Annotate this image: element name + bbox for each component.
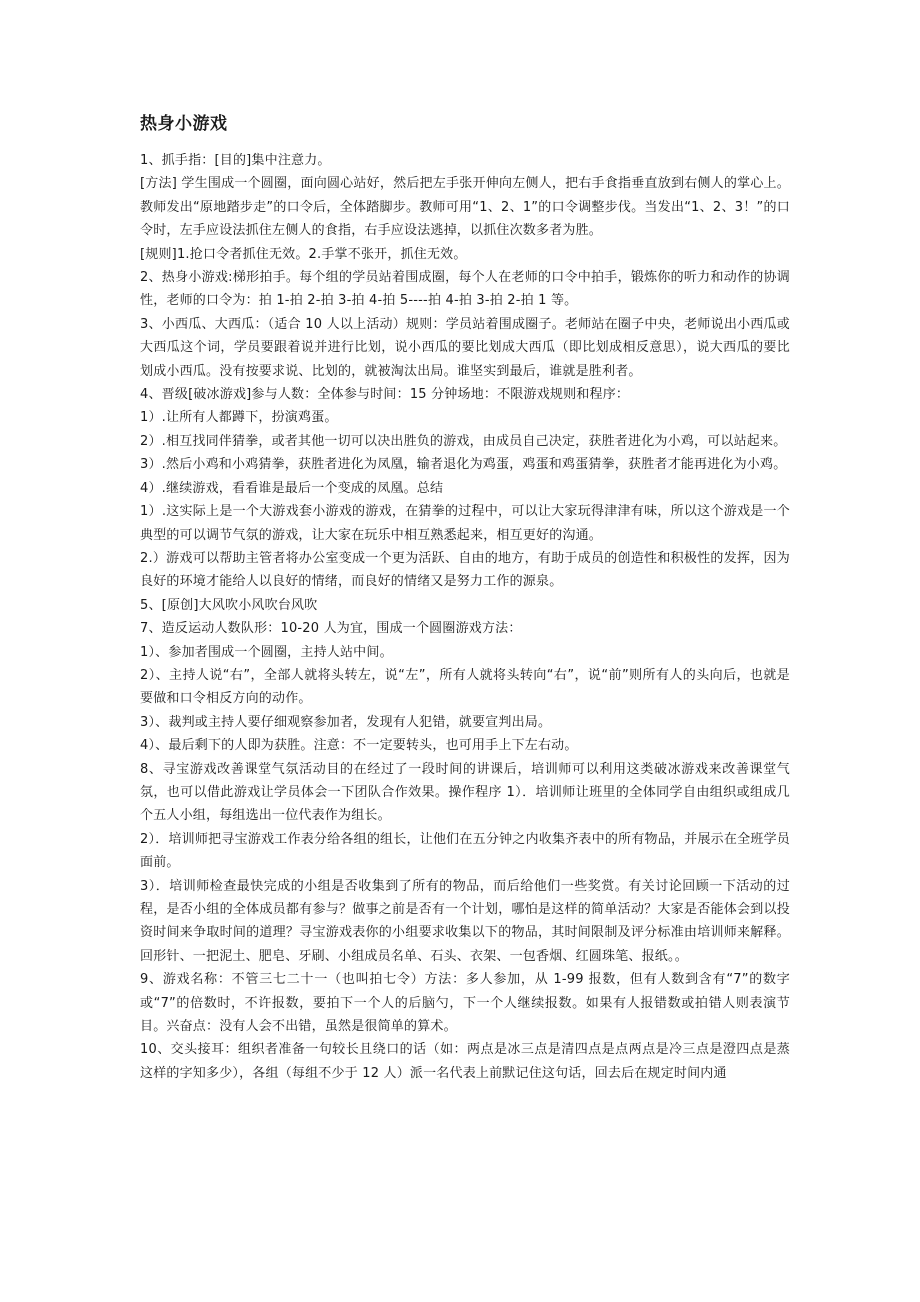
document-body [140, 112, 790, 1085]
paragraph-8: 2）.相互找同伴猜拳，或者其他一切可以决出胜负的游戏，由成员自己决定，获胜者进化为小鸡，可以站起来。 [140, 433, 787, 449]
paragraph-1: 1、抓手指：[目的]集中注意力。 [140, 153, 331, 168]
paragraph-18: 4）、最后剩下的人即为获胜。注意：不一定要转头，也可用手上下左右动。 [140, 738, 578, 754]
paragraph-23: 10、交头接耳：组织者准备一句较长且绕口的话（如：两点是冰三点是清四点是点两点是冷三点是澄四点是蒸这样的字知多少），各组（每组不少于 12 人）派一名代表上前默记住这句话，回去后在规定时间内通 [140, 1042, 790, 1081]
paragraph-15: 1）、参加者围成一个圆圈，主持人站中间。 [140, 644, 393, 660]
paragraph-13: 5、[原创]大风吹小风吹台风吹 [140, 597, 318, 613]
paragraph-17: 3）、裁判或主持人要仔细观察参加者，发现有人犯错，就要宣判出局。 [140, 714, 552, 730]
paragraph-3: [规则]1.抢口令者抓住无效。2.手掌不张开，抓住无效。 [140, 246, 467, 262]
paragraph-7: 1）.让所有人都蹲下，扮演鸡蛋。 [140, 410, 338, 426]
paragraph-16: 2）、主持人说“右”，全部人就将头转左，说“左”，所有人就将头转向“右”，说“前”则所有人的头向后，也就是要做和口令相反方向的动作。 [140, 667, 790, 707]
paragraph-20: 2）．培训师把寻宝游戏工作表分给各组的组长，让他们在五分钟之内收集齐表中的所有物品，并展示在全班学员面前。 [140, 831, 790, 871]
paragraph-11: 1）.这实际上是一个大游戏套小游戏的游戏，在猜拳的过程中，可以让大家玩得津津有味，所以这个游戏是一个典型的可以调节气氛的游戏，让大家在玩乐中相互熟悉起来，相互更好的沟通。 [140, 504, 790, 543]
document-title: 热身小游戏 [140, 114, 228, 134]
paragraph-14: 7、造反运动人数队形：10-20 人为宜，围成一个圆圈游戏方法： [140, 621, 522, 637]
paragraph-5: 3、小西瓜、大西瓜：（适合 10 人以上活动）规则：学员站着围成圈子。老师站在圈子中央，老师说出小西瓜或大西瓜这个词，学员要跟着说并进行比划，说小西瓜的要比划成大西瓜（即比划成相反意思），说大西瓜的要比划成小西瓜。没有按要求说、比划的，就被淘汰出局。谁坚实到最后，谁就是胜利者。 [140, 316, 790, 379]
paragraph-2: [方法] 学生围成一个圆圈，面向圆心站好，然后把左手张开伸向左侧人，把右手食指垂直放到右侧人的掌心上。教师发出“原地踏步走”的口令后，全体踏脚步。教师可用“1、2、1”的口令调整步伐。当发出“1、2、3！”的口令时，左手应设法抓住左侧人的食指，右手应设法逃掉，以抓住次数多者为胜。 [140, 176, 790, 239]
paragraph-6: 4、晋级[破冰游戏]参与人数：全体参与时间：15 分钟场地：不限游戏规则和程序： [140, 387, 630, 403]
paragraph-19: 8、寻宝游戏改善课堂气氛活动目的在经过了一段时间的讲课后，培训师可以利用这类破冰游戏来改善课堂气氛，也可以借此游戏让学员体会一下团队合作效果。操作程序 1）．培训师让班里的全体同学自由组织或组成几个五人小组，每组选出一位代表作为组长。 [140, 761, 790, 824]
paragraph-4: 2、热身小游戏:梯形拍手。每个组的学员站着围成圈，每个人在老师的口令中拍手，锻炼你的听力和动作的协调性，老师的口令为：拍 1-拍 2-拍 3-拍 4-拍 5----拍 4-拍 3-拍 2-拍 1 等。 [140, 270, 790, 309]
paragraph-10: 4）.继续游戏，看看谁是最后一个变成的凤凰。总结 [140, 480, 444, 496]
paragraph-12: 2.）游戏可以帮助主管者将办公室变成一个更为活跃、自由的地方，有助于成员的创造性和积极性的发挥，因为良好的环境才能给人以良好的情绪，而良好的情绪又是努力工作的源泉。 [140, 550, 790, 590]
paragraph-9: 3）.然后小鸡和小鸡猜拳，获胜者进化为凤凰，输者退化为鸡蛋，鸡蛋和鸡蛋猜拳，获胜者才能再进化为小鸡。 [140, 457, 787, 473]
paragraph-22: 9、游戏名称：不管三七二十一（也叫拍七令）方法：多人参加，从 1-99 报数，但有人数到含有“7”的数字或“7”的倍数时，不许报数，要拍下一个人的后脑勺，下一个人继续报数。如果有人报错数或拍错人则表演节目。兴奋点：没有人会不出错，虽然是很简单的算术。 [140, 972, 790, 1035]
paragraph-21: 3）．培训师检查最快完成的小组是否收集到了所有的物品，而后给他们一些奖赏。有关讨论回顾一下活动的过程，是否小组的全体成员都有参与？做事之前是否有一个计划，哪怕是这样的简单活动？大家是否能体会到以投资时间来争取时间的道理？寻宝游戏表你的小组要求收集以下的物品，其时间限制及评分标准由培训师来解释。回形针、一把泥土、肥皂、牙刷、小组成员名单、石头、衣架、一包香烟、红圆珠笔、报纸。。 [140, 878, 790, 964]
